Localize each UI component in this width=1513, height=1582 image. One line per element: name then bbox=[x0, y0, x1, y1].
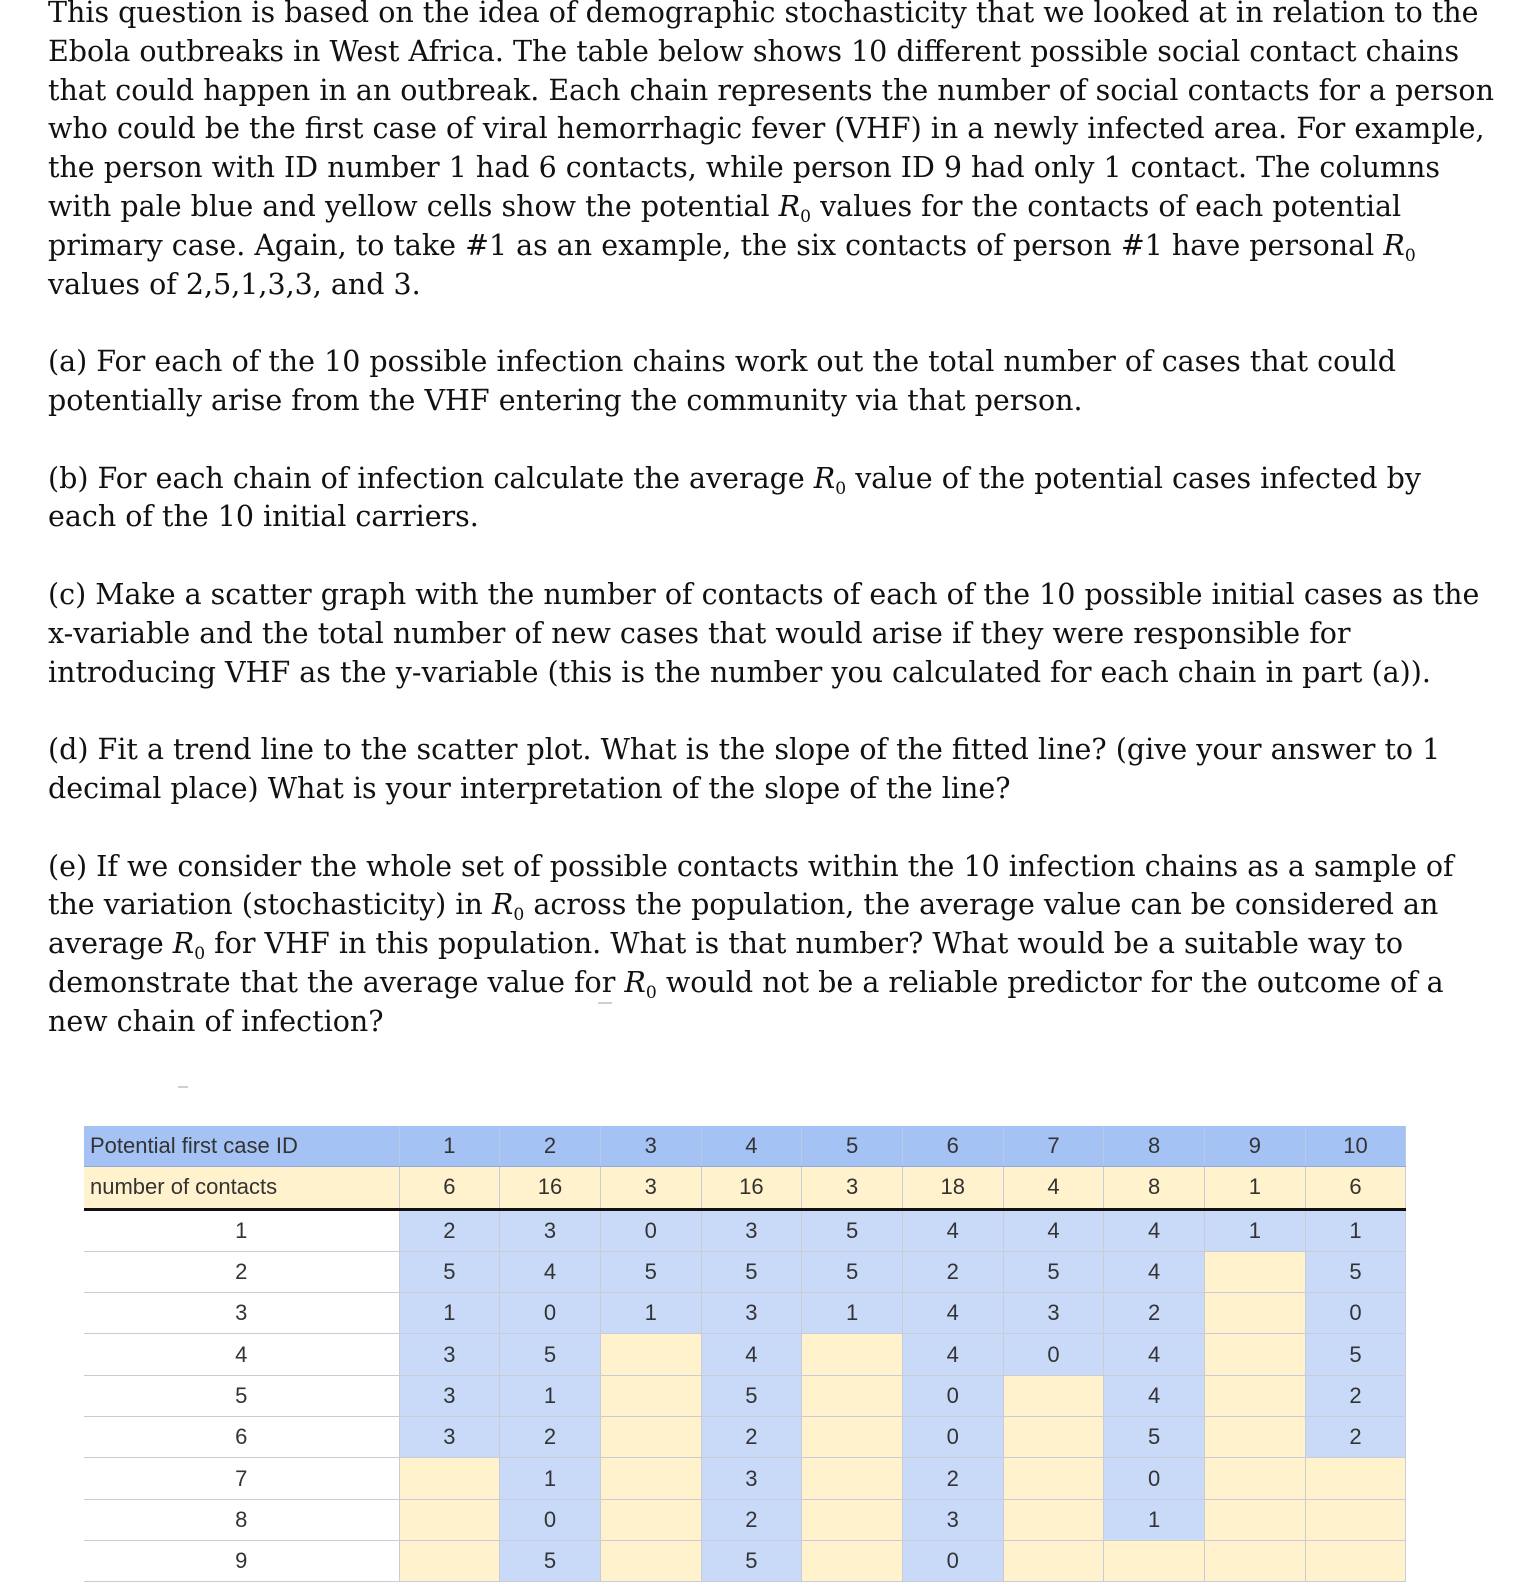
r0-cell: 0 bbox=[500, 1293, 601, 1334]
r0-cell: 0 bbox=[902, 1540, 1003, 1581]
r0-cell bbox=[802, 1540, 903, 1581]
table-row bbox=[84, 1293, 1406, 1334]
r0-cell bbox=[1205, 1499, 1306, 1540]
r0-cell: 3 bbox=[902, 1499, 1003, 1540]
r0-cell bbox=[600, 1458, 701, 1499]
r0-cell bbox=[1205, 1540, 1306, 1581]
r0-cell: 5 bbox=[1305, 1251, 1406, 1292]
r0-cell: 2 bbox=[902, 1251, 1003, 1292]
r0-symbol: $R_0$ bbox=[1383, 228, 1416, 266]
contacts-row bbox=[84, 1167, 1406, 1209]
contacts-row-label: number of contacts bbox=[84, 1167, 399, 1209]
row-index-cell: 9 bbox=[84, 1540, 399, 1581]
r0-cell: 0 bbox=[1305, 1293, 1406, 1334]
r0-cell: 1 bbox=[500, 1375, 601, 1416]
contacts-cell: 18 bbox=[902, 1167, 1003, 1209]
case-id-cell: 5 bbox=[802, 1126, 903, 1167]
case-id-cell: 1 bbox=[399, 1126, 500, 1167]
part-e-text-3: for VHF in this population. What is that number? What would be a suitable way to demonstrate that the average value for bbox=[48, 927, 1404, 999]
row-index-cell: 3 bbox=[84, 1293, 399, 1334]
r0-cell: 5 bbox=[701, 1540, 802, 1581]
r0-cell bbox=[1205, 1458, 1306, 1499]
r0-cell: 5 bbox=[701, 1251, 802, 1292]
r0-symbol: $R_0$ bbox=[624, 965, 657, 1003]
r0-cell: 4 bbox=[902, 1293, 1003, 1334]
r0-cell bbox=[1305, 1458, 1406, 1499]
row-index-cell: 2 bbox=[84, 1251, 399, 1292]
case-id-cell: 2 bbox=[500, 1126, 601, 1167]
contact-chains-table bbox=[84, 1126, 1406, 1582]
r0-cell: 3 bbox=[399, 1334, 500, 1375]
contacts-cell: 16 bbox=[701, 1167, 802, 1209]
r0-cell bbox=[1205, 1293, 1306, 1334]
scan-artifact bbox=[598, 1002, 612, 1004]
part-b-text-1: (b) For each chain of infection calculate the average bbox=[48, 461, 805, 495]
table-row bbox=[84, 1209, 1406, 1251]
r0-cell: 1 bbox=[802, 1293, 903, 1334]
contacts-cell: 16 bbox=[500, 1167, 601, 1209]
r0-cell: 2 bbox=[1104, 1293, 1205, 1334]
r0-cell: 2 bbox=[701, 1499, 802, 1540]
r0-cell: 2 bbox=[1305, 1375, 1406, 1416]
case-id-cell: 9 bbox=[1205, 1126, 1306, 1167]
r0-cell bbox=[1305, 1499, 1406, 1540]
r0-cell bbox=[600, 1499, 701, 1540]
r0-cell: 4 bbox=[1104, 1209, 1205, 1251]
table-row bbox=[84, 1417, 1406, 1458]
r0-cell bbox=[399, 1458, 500, 1499]
part-c-paragraph: (c) Make a scatter graph with the number of contacts of each of the 10 possible initial cases as the x-variable and the total number of new cases that would arise if they were responsible for introducing VHF as the y-variable (this is the number you calculated for each chain in part (a)). bbox=[48, 577, 1480, 689]
r0-cell: 1 bbox=[399, 1293, 500, 1334]
r0-cell bbox=[600, 1540, 701, 1581]
r0-cell: 4 bbox=[701, 1334, 802, 1375]
part-b-paragraph bbox=[48, 460, 1498, 538]
r0-cell: 3 bbox=[1003, 1293, 1104, 1334]
contacts-cell: 6 bbox=[1305, 1167, 1406, 1209]
r0-cell: 1 bbox=[600, 1293, 701, 1334]
case-id-cell: 4 bbox=[701, 1126, 802, 1167]
r0-symbol: $R_0$ bbox=[491, 888, 525, 926]
part-e-paragraph bbox=[48, 848, 1498, 1042]
table-row bbox=[84, 1251, 1406, 1292]
chains-grid bbox=[84, 1126, 1406, 1582]
r0-cell: 3 bbox=[701, 1209, 802, 1251]
r0-cell bbox=[802, 1375, 903, 1416]
table-row bbox=[84, 1334, 1406, 1375]
r0-cell: 5 bbox=[701, 1375, 802, 1416]
r0-cell: 1 bbox=[1104, 1499, 1205, 1540]
table-row bbox=[84, 1540, 1406, 1581]
r0-cell bbox=[1205, 1375, 1306, 1416]
contacts-cell: 4 bbox=[1003, 1167, 1104, 1209]
r0-cell bbox=[600, 1417, 701, 1458]
r0-cell: 5 bbox=[500, 1540, 601, 1581]
intro-text-3: values of 2,5,1,3,3, and 3. bbox=[48, 267, 421, 301]
id-row-label: Potential first case ID bbox=[84, 1126, 399, 1167]
r0-cell bbox=[1003, 1540, 1104, 1581]
r0-cell: 5 bbox=[500, 1334, 601, 1375]
r0-cell: 0 bbox=[1003, 1334, 1104, 1375]
r0-cell: 3 bbox=[701, 1293, 802, 1334]
row-index-cell: 8 bbox=[84, 1499, 399, 1540]
case-id-cell: 3 bbox=[600, 1126, 701, 1167]
r0-symbol: $R_0$ bbox=[172, 927, 206, 965]
contacts-cell: 6 bbox=[399, 1167, 500, 1209]
r0-cell: 5 bbox=[1003, 1251, 1104, 1292]
table-row bbox=[84, 1499, 1406, 1540]
r0-cell: 4 bbox=[1104, 1375, 1205, 1416]
table-row bbox=[84, 1375, 1406, 1416]
row-index-cell: 4 bbox=[84, 1334, 399, 1375]
r0-cell: 4 bbox=[902, 1209, 1003, 1251]
contacts-cell: 8 bbox=[1104, 1167, 1205, 1209]
r0-cell: 0 bbox=[902, 1375, 1003, 1416]
r0-cell: 2 bbox=[500, 1417, 601, 1458]
scan-artifact bbox=[178, 1086, 188, 1088]
r0-cell: 4 bbox=[1003, 1209, 1104, 1251]
r0-cell: 2 bbox=[701, 1417, 802, 1458]
part-b-text-2: value of the potential cases infected by each of the 10 initial carriers. bbox=[48, 461, 1421, 534]
question-text bbox=[48, 0, 1498, 1042]
r0-cell: 5 bbox=[1305, 1334, 1406, 1375]
row-index-cell: 6 bbox=[84, 1417, 399, 1458]
case-id-cell: 7 bbox=[1003, 1126, 1104, 1167]
r0-cell bbox=[399, 1499, 500, 1540]
r0-cell bbox=[802, 1499, 903, 1540]
r0-cell: 0 bbox=[600, 1209, 701, 1251]
r0-cell bbox=[1205, 1334, 1306, 1375]
case-id-cell: 10 bbox=[1305, 1126, 1406, 1167]
r0-cell bbox=[399, 1540, 500, 1581]
r0-cell: 5 bbox=[399, 1251, 500, 1292]
r0-symbol: $R_0$ bbox=[778, 189, 811, 227]
r0-cell: 2 bbox=[1305, 1417, 1406, 1458]
r0-cell: 4 bbox=[1104, 1251, 1205, 1292]
r0-cell: 3 bbox=[399, 1375, 500, 1416]
r0-cell bbox=[1003, 1458, 1104, 1499]
r0-cell: 2 bbox=[399, 1209, 500, 1251]
r0-cell: 0 bbox=[902, 1417, 1003, 1458]
r0-cell: 0 bbox=[500, 1499, 601, 1540]
r0-cell: 5 bbox=[802, 1209, 903, 1251]
r0-cell: 1 bbox=[500, 1458, 601, 1499]
part-a-paragraph: (a) For each of the 10 possible infection chains work out the total number of cases that could potentially arise from the VHF entering the community via that person. bbox=[48, 345, 1396, 417]
row-index-cell: 1 bbox=[84, 1209, 399, 1251]
r0-cell: 1 bbox=[1305, 1209, 1406, 1251]
r0-cell: 4 bbox=[500, 1251, 601, 1292]
r0-cell: 2 bbox=[902, 1458, 1003, 1499]
row-index-cell: 5 bbox=[84, 1375, 399, 1416]
r0-cell bbox=[802, 1334, 903, 1375]
r0-cell bbox=[1003, 1417, 1104, 1458]
contacts-cell: 1 bbox=[1205, 1167, 1306, 1209]
case-id-cell: 8 bbox=[1104, 1126, 1205, 1167]
r0-cell: 3 bbox=[701, 1458, 802, 1499]
r0-cell bbox=[1205, 1251, 1306, 1292]
r0-cell: 0 bbox=[1104, 1458, 1205, 1499]
case-id-cell: 6 bbox=[902, 1126, 1003, 1167]
r0-cell bbox=[1003, 1375, 1104, 1416]
r0-cell: 3 bbox=[500, 1209, 601, 1251]
r0-cell bbox=[1305, 1540, 1406, 1581]
r0-cell: 3 bbox=[399, 1417, 500, 1458]
r0-cell bbox=[600, 1375, 701, 1416]
r0-cell bbox=[802, 1417, 903, 1458]
r0-cell bbox=[802, 1458, 903, 1499]
r0-cell: 1 bbox=[1205, 1209, 1306, 1251]
table-row bbox=[84, 1458, 1406, 1499]
r0-cell bbox=[1205, 1417, 1306, 1458]
r0-cell: 5 bbox=[1104, 1417, 1205, 1458]
contacts-cell: 3 bbox=[802, 1167, 903, 1209]
part-d-paragraph: (d) Fit a trend line to the scatter plot. What is the slope of the fitted line? (give your answer to 1 decimal place) What is your interpretation of the slope of the line? bbox=[48, 733, 1441, 805]
r0-cell: 4 bbox=[1104, 1334, 1205, 1375]
r0-cell: 5 bbox=[802, 1251, 903, 1292]
intro-text-2: values for the contacts of each potential primary case. Again, to take #1 as an example, the six contacts of person #1 have personal bbox=[48, 189, 1402, 262]
contacts-cell: 3 bbox=[600, 1167, 701, 1209]
intro-paragraph bbox=[48, 0, 1498, 304]
part-e-text-1: (e) If we consider the whole set of possible contacts within the 10 infection chains as a sample of the variation (stochasticity) in bbox=[48, 849, 1454, 922]
r0-cell bbox=[1104, 1540, 1205, 1581]
r0-cell bbox=[600, 1334, 701, 1375]
part-e-text-4: would not be a reliable predictor for the outcome of a new chain of infection? bbox=[48, 965, 1444, 1038]
r0-cell bbox=[1003, 1499, 1104, 1540]
r0-symbol: $R_0$ bbox=[813, 461, 847, 499]
id-row bbox=[84, 1126, 1406, 1167]
intro-text-1: This question is based on the idea of demographic stochasticity that we looked at in relation to the Ebola outbreaks in West Africa. The table below shows 10 different possible social contact chains that could happen in an outbreak. Each chain represents the number of social contacts for a person who could be the first case of viral hemorrhagic fever (VHF) in a newly infected area. For example, the person with ID number 1 had 6 contacts, while person ID 9 had only 1 contact. The columns with pale blue and yellow cells show the potential bbox=[48, 0, 1494, 223]
row-index-cell: 7 bbox=[84, 1458, 399, 1499]
r0-cell: 4 bbox=[902, 1334, 1003, 1375]
r0-cell: 5 bbox=[600, 1251, 701, 1292]
part-e-text-2: across the population, the average value can be considered an average bbox=[48, 888, 1439, 961]
